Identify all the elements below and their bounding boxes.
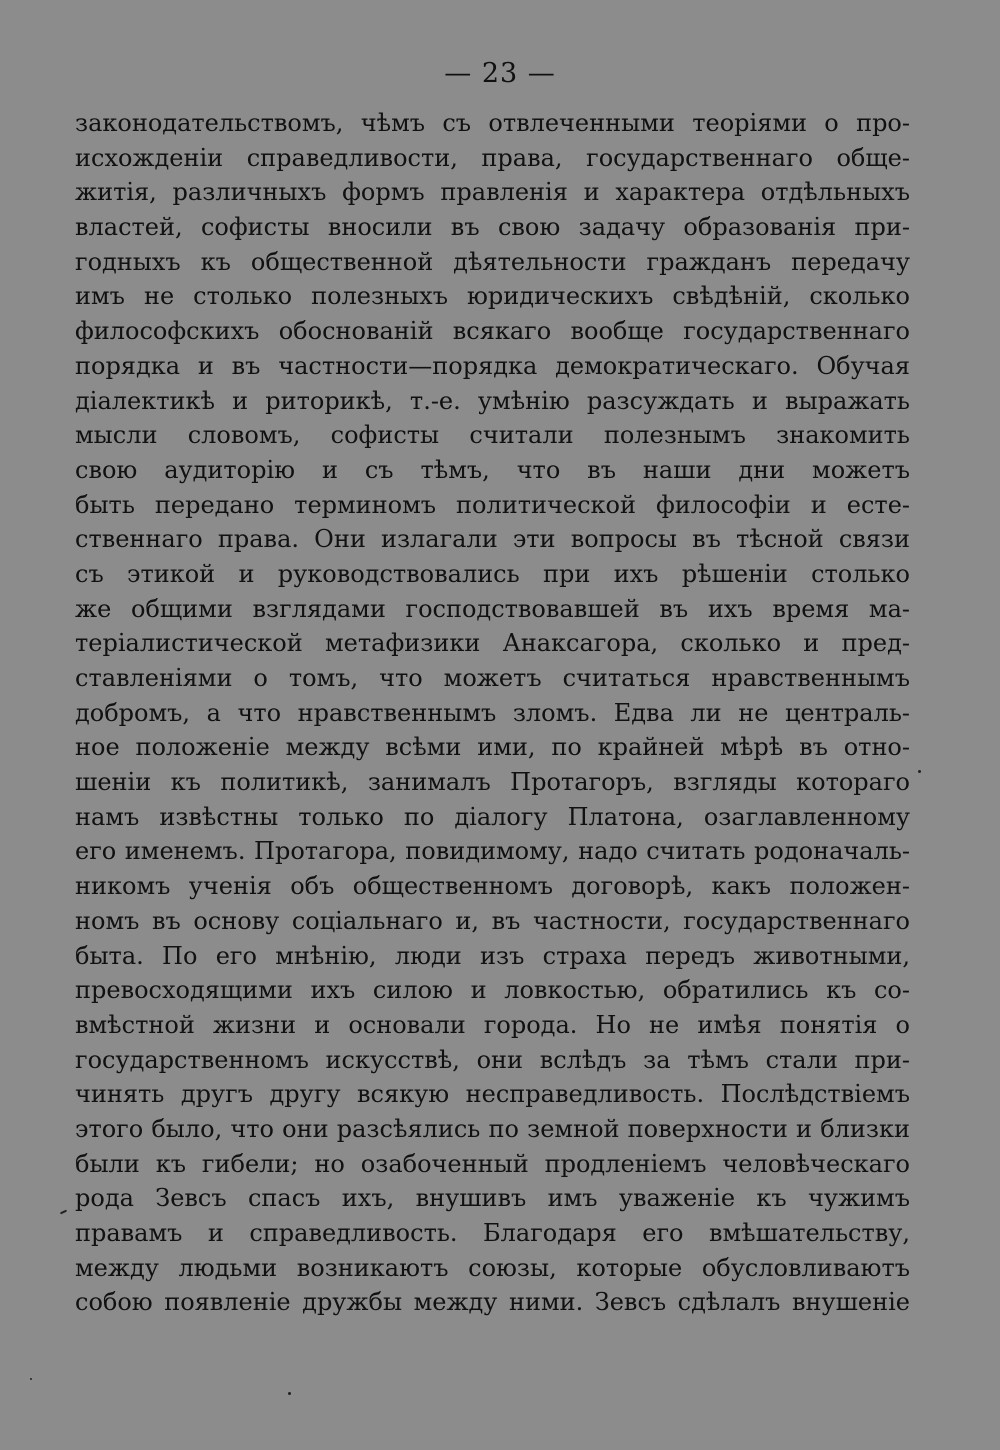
text-line: превосходящими ихъ силою и ловкостью, обратились къ со-	[75, 976, 910, 1005]
text-line: же общими взглядами господствовавшей въ ихъ время ма-	[75, 594, 910, 623]
text-line: порядка и въ частности—порядка демократическаго. Обучая	[75, 351, 910, 380]
text-line: быть передано терминомъ политической философіи и есте-	[75, 490, 910, 519]
page-number: — 23 —	[444, 58, 556, 89]
text-line: властей, софисты вносили въ свою задачу образованія при-	[75, 213, 910, 242]
text-line: съ этикой и руководствовались при ихъ рѣшеніи столько	[75, 559, 910, 588]
text-line: рода Зевсъ спасъ ихъ, внушивъ имъ уваженіе къ чужимъ	[75, 1184, 910, 1213]
text-line: были къ гибели; но озабоченный продленіемъ человѣческаго	[75, 1149, 910, 1178]
text-line: никомъ ученія объ общественномъ договорѣ, какъ положен-	[75, 872, 910, 901]
text-line: философскихъ обоснованій всякаго вообще государственнаго	[75, 317, 910, 346]
text-line: намъ извѣстны только по діалогу Платона, озаглавленному	[75, 802, 910, 831]
text-line: добромъ, а что нравственнымъ зломъ. Едва ли не централь-	[75, 698, 910, 727]
text-line: ставленіями о томъ, что можетъ считаться нравственнымъ	[75, 664, 910, 692]
text-line: ственнаго права. Они излагали эти вопросы въ тѣсной связи	[75, 525, 910, 554]
text-line: свою аудиторію и съ тѣмъ, что въ наши дни можетъ	[75, 455, 910, 484]
text-line: чинять другъ другу всякую несправедливость. Послѣдствіемъ	[75, 1080, 910, 1109]
text-line: между людьми возникаютъ союзы, которые обусловливаютъ	[75, 1253, 910, 1282]
text-line: его именемъ. Протагора, повидимому, надо считать родоначаль-	[75, 837, 910, 866]
text-line: мысли словомъ, софисты считали полезнымъ знакомить	[75, 421, 910, 450]
text-line: шеніи къ политикѣ, занималъ Протагоръ, взгляды котораго	[75, 768, 910, 797]
text-line: законодательствомъ, чѣмъ съ отвлеченными теоріями о про-	[75, 109, 910, 137]
scan-speck	[60, 1210, 67, 1215]
text-line: вмѣстной жизни и основали города. Но не имѣя понятія о	[75, 1010, 910, 1039]
scan-speck	[30, 1378, 32, 1380]
body-text	[75, 106, 910, 1320]
text-line: быта. По его мнѣнію, люди изъ страха передъ животными,	[75, 941, 910, 970]
text-line: исхожденіи справедливости, права, государственнаго обще-	[75, 143, 910, 172]
text-line: правамъ и справедливость. Благодаря его вмѣшательству,	[75, 1219, 910, 1247]
scan-speck	[918, 770, 921, 773]
text-line: діалектикѣ и риторикѣ, т.-е. умѣнію разсуждать и выражать	[75, 386, 910, 415]
text-line: государственномъ искусствѣ, они вслѣдъ за тѣмъ стали при-	[75, 1045, 910, 1074]
text-line: номъ въ основу соціальнаго и, въ частности, государственнаго	[75, 906, 910, 935]
text-line: житія, различныхъ формъ правленія и характера отдѣльныхъ	[75, 178, 910, 207]
text-line: ное положеніе между всѣми ими, по крайней мѣрѣ въ отно-	[75, 733, 910, 762]
text-line: этого было, что они разсѣялись по земной поверхности и близки	[75, 1114, 910, 1143]
text-line: теріалистической метафизики Анаксагора, сколько и пред-	[75, 629, 910, 658]
text-line: годныхъ къ общественной дѣятельности гражданъ передачу	[75, 247, 910, 276]
text-line: собою появленіе дружбы между ними. Зевсъ сдѣлалъ внушеніе	[75, 1288, 910, 1317]
scan-speck	[288, 1392, 291, 1395]
text-line: имъ не столько полезныхъ юридическихъ свѣдѣній, сколько	[75, 282, 910, 311]
